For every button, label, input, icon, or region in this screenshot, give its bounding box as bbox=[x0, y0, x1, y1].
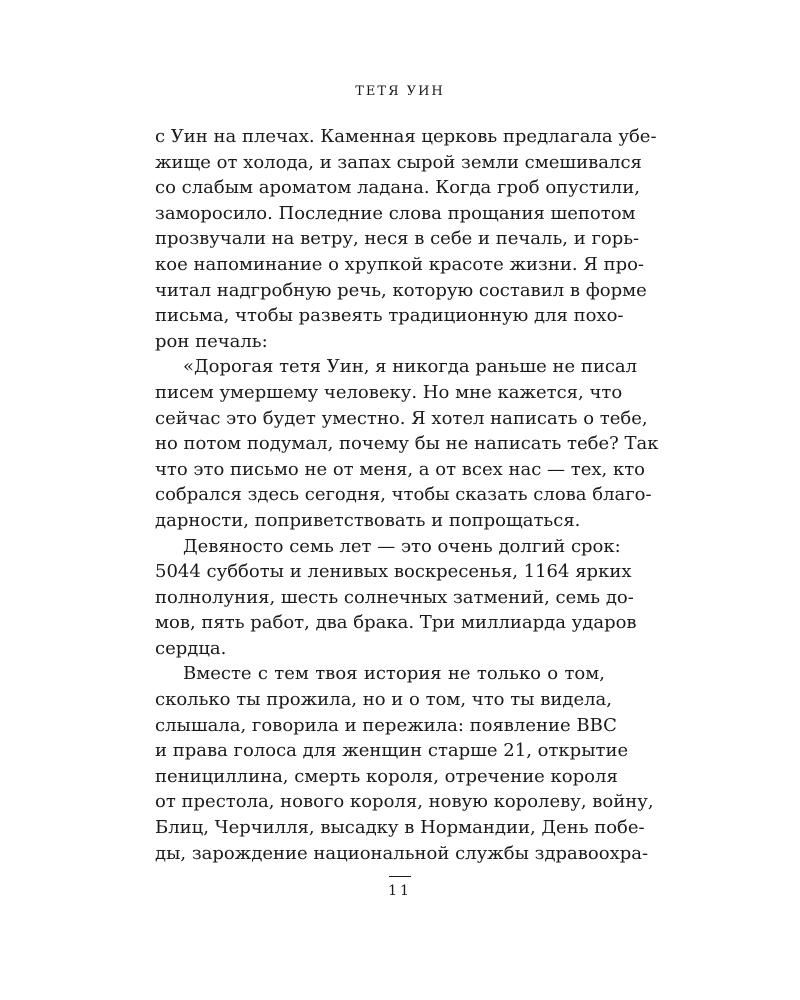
text-line: от престола, нового короля, новую королеву, войну, bbox=[155, 791, 654, 813]
text-line: что это письмо не от меня, а от всех нас — тех, кто bbox=[155, 458, 645, 480]
text-line: ды, зарождение национальной службы здравоохра- bbox=[155, 842, 649, 864]
text-line: жище от холода, и запах сырой земли смешивался bbox=[155, 151, 642, 173]
text-line: писем умершему человеку. Но мне кажется, что bbox=[155, 381, 623, 403]
text-line: мов, пять работ, два брака. Три миллиарда ударов bbox=[155, 612, 637, 634]
paragraph bbox=[155, 661, 654, 866]
page-number: 11 bbox=[388, 883, 412, 899]
text-line: со слабым ароматом ладана. Когда гроб опустили, bbox=[155, 177, 640, 199]
text-line: с Уин на плечах. Каменная церковь предлагала убе- bbox=[155, 126, 657, 147]
body-text bbox=[155, 124, 659, 866]
text-line: заморосило. Последние слова прощания шепотом bbox=[155, 202, 636, 224]
text-line: рон печаль: bbox=[155, 330, 268, 352]
text-line: читал надгробную речь, которую составил в форме bbox=[155, 279, 647, 301]
text-line: но потом подумал, почему бы не написать тебе? Так bbox=[155, 433, 659, 455]
text-line: сейчас это будет уместно. Я хотел написать о тебе, bbox=[155, 407, 648, 429]
text-line: полнолуния, шесть солнечных затмений, семь до- bbox=[155, 586, 634, 608]
text-line: сердца. bbox=[155, 637, 227, 659]
text-line: собрался здесь сегодня, чтобы сказать слова благо- bbox=[155, 484, 652, 506]
text-line: Вместе с тем твоя история не только о том, bbox=[183, 663, 605, 685]
text-line: 5044 субботы и ленивых воскресенья, 1164 ярких bbox=[155, 561, 632, 583]
text-line: письма, чтобы развеять традиционную для похо- bbox=[155, 305, 624, 327]
text-line: дарности, поприветствовать и попрощаться. bbox=[155, 509, 581, 531]
text-line: Блиц, Черчилля, высадку в Нормандии, День побе- bbox=[155, 817, 645, 839]
paragraph bbox=[155, 354, 659, 533]
text-line: слышала, говорила и пережила: появление BBC bbox=[155, 714, 617, 736]
text-line: пенициллина, смерть короля, отречение короля bbox=[155, 765, 618, 787]
text-line: сколько ты прожила, но и о том, что ты видела, bbox=[155, 689, 612, 711]
running-head: ТЕТЯ УИН bbox=[355, 84, 445, 99]
text-line: и права голоса для женщин старше 21, открытие bbox=[155, 740, 629, 762]
text-line: Девяносто семь лет — это очень долгий срок: bbox=[183, 535, 621, 557]
text-line: «Дорогая тетя Уин, я никогда раньше не писал bbox=[183, 356, 638, 378]
page-number-block bbox=[0, 876, 800, 899]
paragraph bbox=[155, 124, 657, 354]
paragraph bbox=[155, 534, 637, 662]
folio-rule bbox=[389, 876, 411, 877]
text-line: прозвучали на ветру, неся в себе и печаль, и горь- bbox=[155, 228, 640, 250]
text-line: кое напоминание о хрупкой красоте жизни. Я про- bbox=[155, 253, 645, 275]
